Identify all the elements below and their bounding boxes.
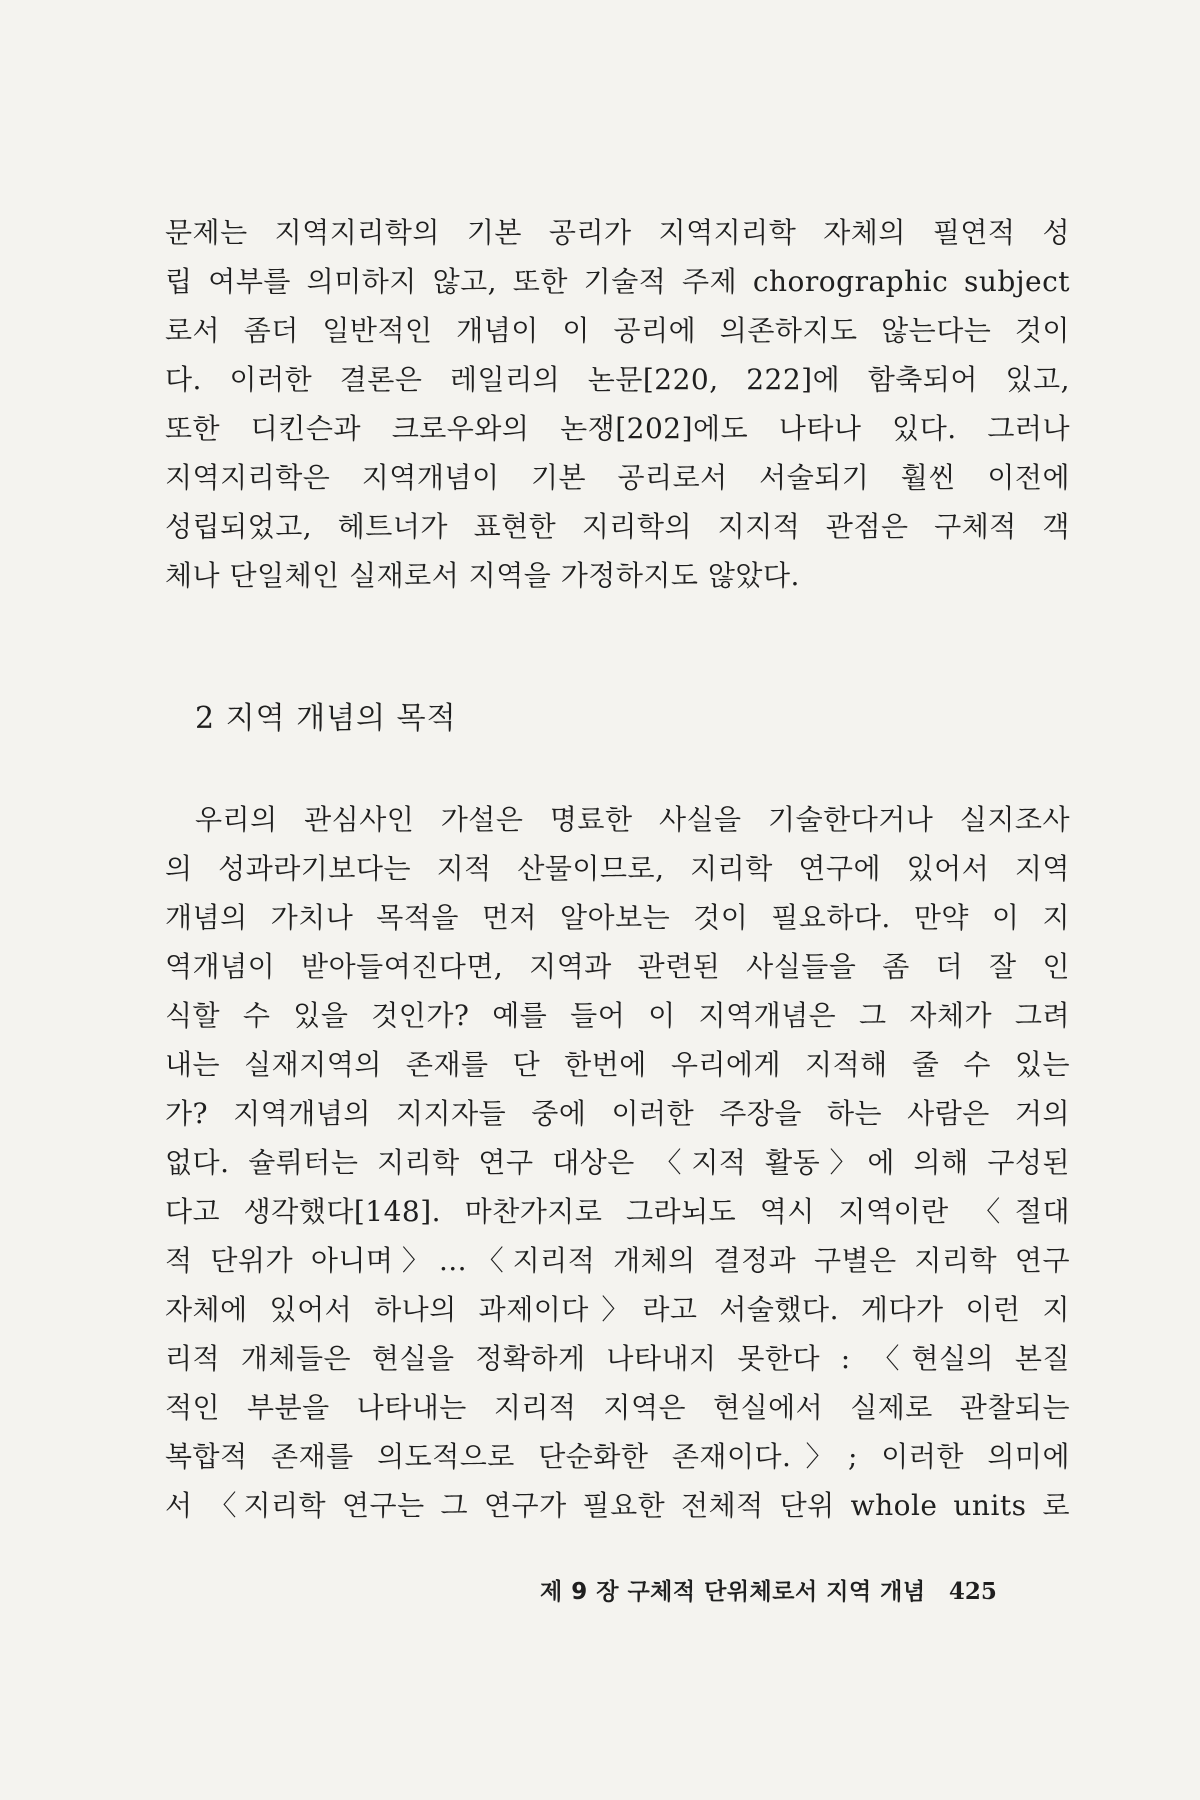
paragraph-1 bbox=[165, 208, 1070, 600]
text-line: 다고 생각했다[148]. 마찬가지로 그라뇌도 역시 지역이란 〈절대 bbox=[165, 1195, 1070, 1228]
text-line: 또한 디킨슨과 크로우와의 논쟁[202]에도 나타나 있다. 그러나 bbox=[165, 412, 1070, 445]
text-line: 성립되었고, 헤트너가 표현한 지리학의 지지적 관점은 구체적 객 bbox=[165, 510, 1070, 543]
text-line: 식할 수 있을 것인가? 예를 들어 이 지역개념은 그 자체가 그려 bbox=[165, 999, 1070, 1032]
text-line: 적 단위가 아니며〉…〈지리적 개체의 결정과 구별은 지리학 연구 bbox=[165, 1244, 1070, 1277]
text-line: 우리의 관심사인 가설은 명료한 사실을 기술한다거나 실지조사 bbox=[195, 803, 1070, 836]
text-line: 개념의 가치나 목적을 먼저 알아보는 것이 필요하다. 만약 이 지 bbox=[165, 901, 1070, 934]
text-line: 자체에 있어서 하나의 과제이다〉라고 서술했다. 게다가 이런 지 bbox=[165, 1293, 1070, 1326]
page-footer bbox=[540, 1575, 1040, 1609]
paragraph-2 bbox=[165, 795, 1070, 1530]
text-line: 없다. 슐뤼터는 지리학 연구 대상은 〈지적 활동〉에 의해 구성된 bbox=[165, 1146, 1070, 1179]
text-line: 역개념이 받아들여진다면, 지역과 관련된 사실들을 좀 더 잘 인 bbox=[165, 950, 1070, 983]
text-line: 내는 실재지역의 존재를 단 한번에 우리에게 지적해 줄 수 있는 bbox=[165, 1048, 1070, 1081]
chapter-title: 제 9 장 구체적 단위체로서 지역 개념 bbox=[540, 1579, 926, 1605]
page-number: 425 bbox=[948, 1578, 997, 1605]
text-line: 립 여부를 의미하지 않고, 또한 기술적 주제 chorographic subject bbox=[165, 265, 1070, 298]
text-line: 서 〈지리학 연구는 그 연구가 필요한 전체적 단위 whole units 로 bbox=[165, 1489, 1070, 1522]
text-line: 의 성과라기보다는 지적 산물이므로, 지리학 연구에 있어서 지역 bbox=[165, 852, 1070, 885]
section-heading: 2 지역 개념의 목적 bbox=[195, 701, 457, 736]
text-line: 가? 지역개념의 지지자들 중에 이러한 주장을 하는 사람은 거의 bbox=[165, 1097, 1070, 1130]
text-line: 다. 이러한 결론은 레일리의 논문[220, 222]에 함축되어 있고, bbox=[165, 363, 1070, 396]
text-line: 복합적 존재를 의도적으로 단순화한 존재이다.〉; 이러한 의미에 bbox=[165, 1440, 1070, 1473]
text-line: 적인 부분을 나타내는 지리적 지역은 현실에서 실제로 관찰되는 bbox=[165, 1391, 1070, 1424]
text-line: 지역지리학은 지역개념이 기본 공리로서 서술되기 훨씬 이전에 bbox=[165, 461, 1070, 494]
text-line: 문제는 지역지리학의 기본 공리가 지역지리학 자체의 필연적 성 bbox=[165, 216, 1070, 249]
text-line: 리적 개체들은 현실을 정확하게 나타내지 못한다 : 〈현실의 본질 bbox=[165, 1342, 1070, 1375]
text-line: 로서 좀더 일반적인 개념이 이 공리에 의존하지도 않는다는 것이 bbox=[165, 314, 1070, 347]
text-line: 체나 단일체인 실재로서 지역을 가정하지도 않았다. bbox=[165, 559, 800, 592]
